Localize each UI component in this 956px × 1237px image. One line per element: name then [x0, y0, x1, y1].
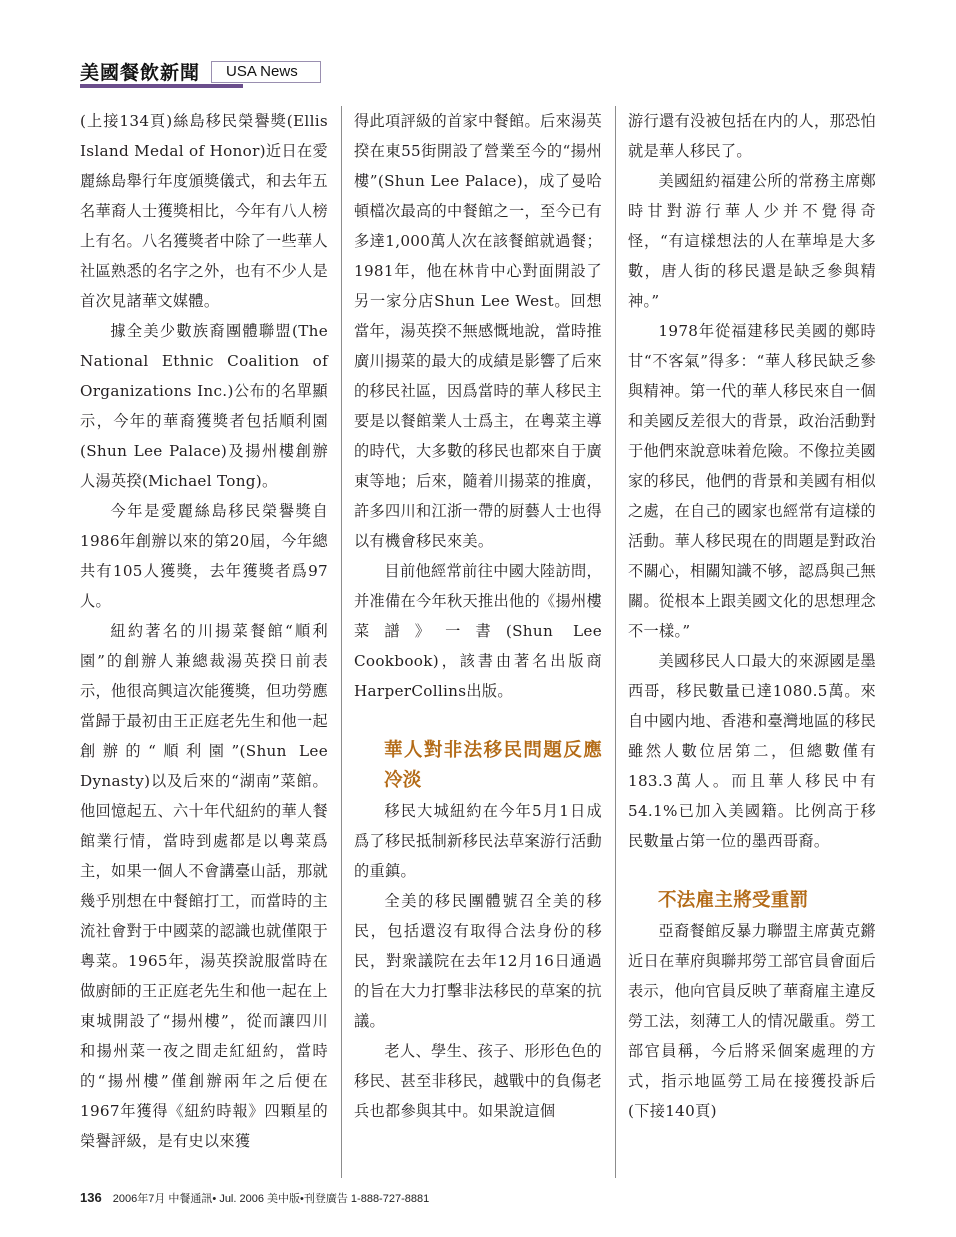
column-divider — [615, 106, 616, 1178]
section-header-title: 美國餐飲新聞 — [80, 62, 201, 84]
paragraph: 紐約著名的川揚菜餐館“順利園”的創辦人兼總裁湯英揆日前表示，他很高興這次能獲獎，但功勞應當歸于最初由王正庭老先生和他一起創辦的“順利園”(Shun Lee Dynasty)以及后來的“湖南”菜館。他回憶起五、六十年代紐約的華人餐館業行情，當時到處都是以粵菜爲主，如果一個人不會講臺山話，那就幾乎別想在中餐館打工，而當時的主流社會對于中國菜的認識也就僅限于粵菜。1965年，湯英揆說服當時在做廚師的王正庭老先生和他一起在上東城開設了“揚州樓”，從而讓四川和揚州菜一夜之間走紅紐約，當時的“揚州樓”僅創辦兩年之后便在1967年獲得《紐約時報》四顆星的榮譽評級，是有史以來獲 — [80, 622, 328, 1150]
paragraph: 1978年從福建移民美國的鄭時甘“不客氣”得多：“華人移民缺乏參與精神。第一代的華人移民來自一個和美國反差很大的背景，政治活動對于他們來說意味着危險。不像拉美國家的移民，他們的背景和美國有相似之處，在自己的國家也經常有這樣的活動。華人移民現在的問題是對政治不關心，相關知識不够，認爲與己無關。從根本上跟美國文化的思想理念不一樣。” — [628, 322, 876, 640]
section-tag: USA News — [211, 61, 321, 83]
spacer — [354, 706, 602, 736]
column-3 — [628, 106, 876, 1126]
paragraph: 美國紐約福建公所的常務主席鄭時甘對游行華人少并不覺得奇怪，“有這樣想法的人在華埠是大多數，唐人街的移民還是缺乏參與精神。” — [628, 172, 876, 310]
paragraph: 老人、學生、孩子、形形色色的移民、甚至非移民，越戰中的負傷老兵也都參與其中。如果說這個 — [354, 1042, 602, 1120]
paragraph: 美國移民人口最大的來源國是墨西哥，移民數量已達1080.5萬。來自中國内地、香港和臺灣地區的移民雖然人數位居第二，但總數僅有183.3萬人。而且華人移民中有54.1%已加入美國籍。比例高于移民數量占第一位的墨西哥裔。 — [628, 652, 876, 850]
spacer — [628, 856, 876, 886]
page-footer — [80, 1190, 429, 1206]
column-divider — [341, 106, 342, 1178]
paragraph: 游行還有没被包括在内的人，那恐怕就是華人移民了。 — [628, 112, 876, 160]
paragraph: 移民大城紐約在今年5月1日成爲了移民抵制新移民法草案游行活動的重鎮。 — [354, 802, 602, 880]
header-accent-rule — [80, 84, 243, 88]
column-2 — [354, 106, 602, 1126]
paragraph: 目前他經常前往中國大陸訪問，并准備在今年秋天推出他的《揚州樓菜譜》一書(Shun Lee Cookbook)，該書由著名出版商HarperCollins出版。 — [354, 562, 602, 700]
page-number: 136 — [80, 1190, 102, 1205]
subheading: 華人對非法移民問題反應冷淡 — [384, 740, 602, 791]
paragraph: 據全美少數族裔團體聯盟(The National Ethnic Coalition of Organizations Inc.)公布的名單顯示，今年的華裔獲獎者包括順利園(Shun Lee Palace)及揚州樓創辦人湯英揆(Michael Tong)。 — [80, 322, 328, 490]
paragraph: 亞裔餐館反暴力聯盟主席黃克鏘近日在華府與聯邦勞工部官員會面后表示，他向官員反映了華裔雇主違反勞工法，刻薄工人的情况嚴重。勞工部官員稱，今后將采個案處理的方式，指示地區勞工局在接獲投訴后(下接140頁) — [628, 922, 876, 1120]
paragraph: (上接134頁)絲島移民榮譽獎(Ellis Island Medal of Honor)近日在愛麗絲島舉行年度頒獎儀式，和去年五名華裔人士獲獎相比，今年有八人榜上有名。八名獲獎者中除了一些華人社區熟悉的名字之外，也有不少人是首次見諸華文媒體。 — [80, 112, 328, 310]
paragraph: 得此項評級的首家中餐館。后來湯英揆在東55街開設了營業至今的“揚州樓”(Shun Lee Palace)，成了曼哈頓檔次最高的中餐館之一，至今已有多達1,000萬人次在該餐館就過餐；1981年，他在林肯中心對面開設了另一家分店Shun Lee West。回想當年，湯英揆不無感慨地說，當時推廣川揚菜的最大的成績是影響了后來的移民社區，因爲當時的華人移民主要是以餐館業人士爲主，在粵菜主導的時代，大多數的移民也都來自于廣東等地；后來，隨着川揚菜的推廣，許多四川和江浙一帶的厨藝人士也得以有機會移民來美。 — [354, 112, 602, 550]
paragraph: 今年是愛麗絲島移民榮譽獎自1986年創辦以來的第20屆，今年總共有105人獲獎，去年獲獎者爲97人。 — [80, 502, 328, 610]
paragraph: 全美的移民團體號召全美的移民，包括還沒有取得合法身份的移民，對衆議院在去年12月16日通過的旨在大力打擊非法移民的草案的抗議。 — [354, 892, 602, 1030]
column-1 — [80, 106, 328, 1156]
subheading: 不法雇主將受重罰 — [658, 890, 809, 911]
footer-text: 2006年7月 中餐通訊• Jul. 2006 美中版•刊登廣告 1-888-727-8881 — [112, 1193, 430, 1205]
